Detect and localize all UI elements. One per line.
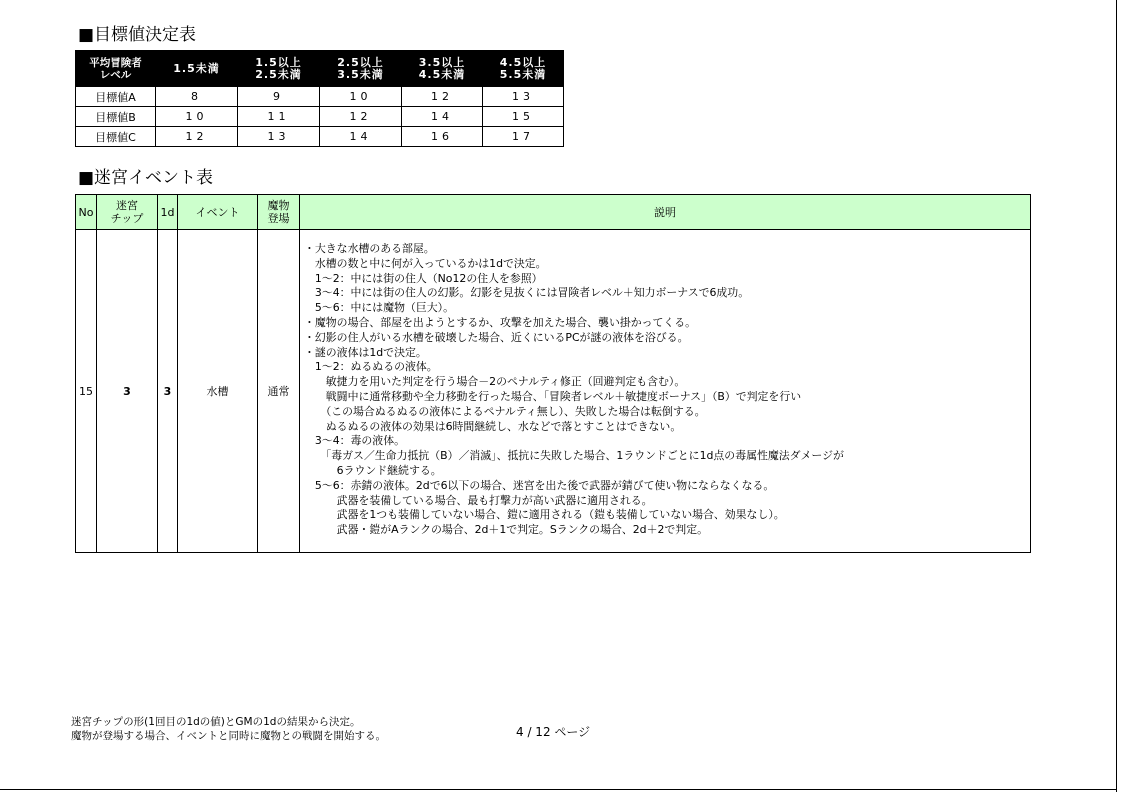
event-chip: 3 (97, 230, 158, 553)
page-number: 4 / 12 ページ (516, 725, 591, 739)
description-line: 5～6：赤錆の液体。2dで6以下の場合、迷宮を出た後で武器が錆びて使い物にならなくなる。 (304, 478, 775, 492)
header-level-under-1-5: 1.5未満 (156, 51, 238, 87)
description-line: 3～4：毒の液体。 (304, 434, 405, 448)
description-line: 水槽の数と中に何が入っているかは1dで決定。 (304, 256, 547, 270)
target-row-b (76, 107, 564, 127)
header-level-4-5-to-5-5: 4.5以上 5.5未満 (483, 51, 564, 87)
page-bottom-border (0, 789, 1117, 790)
cell-value: 10 (320, 87, 402, 107)
target-value-table (75, 50, 564, 147)
cell-value: 13 (483, 87, 564, 107)
description-line: 敏捷力を用いた判定を行う場合－2のペナルティ修正（回避判定も含む）。 (304, 375, 686, 389)
description-line: 1～2：中には街の住人（No12の住人を参照） (304, 271, 543, 285)
header-chip: 迷宮 チップ (97, 195, 158, 230)
event-header-row (76, 195, 1031, 230)
page-right-border (1116, 0, 1117, 792)
cell-value: 12 (156, 127, 238, 147)
cell-value: 10 (156, 107, 238, 127)
description-line: ・魔物の場合、部屋を出ようとするか、攻撃を加えた場合、襲い掛かってくる。 (304, 315, 697, 329)
event-table-title: ■迷宮イベント表 (78, 168, 214, 188)
row-label: 目標値C (76, 127, 156, 147)
header-avg-level: 平均冒険者 レベル (76, 51, 156, 87)
header-level-1-5-to-2-5: 1.5以上 2.5未満 (238, 51, 320, 87)
header-description: 説明 (300, 195, 1031, 230)
cell-value: 16 (402, 127, 483, 147)
event-name: 水槽 (178, 230, 258, 553)
description-line: 武器を装備している場合、最も打撃力が高い武器に適用される。 (304, 493, 653, 507)
header-level-3-5-to-4-5: 3.5以上 4.5未満 (402, 51, 483, 87)
target-table-title: ■目標値決定表 (78, 25, 197, 45)
description-line: 武器・鎧がAランクの場合、2d＋1で判定。Sランクの場合、2d＋2で判定。 (304, 523, 708, 537)
target-row-a (76, 87, 564, 107)
target-row-c (76, 127, 564, 147)
footer-note (71, 715, 386, 743)
cell-value: 12 (402, 87, 483, 107)
header-event: イベント (178, 195, 258, 230)
description-line: （この場合ぬるぬるの液体によるペナルティ無し）、失敗した場合は転倒する。 (304, 404, 706, 418)
cell-value: 13 (238, 127, 320, 147)
description-line: 「毒ガス／生命力抵抗（B）／消滅」、抵抗に失敗した場合、1ラウンドごとに1d点の毒属性魔法ダメージが (304, 449, 844, 463)
event-table (75, 194, 1031, 553)
event-no: 15 (76, 230, 97, 553)
cell-value: 9 (238, 87, 320, 107)
description-line: ・謎の液体は1dで決定。 (304, 345, 427, 359)
description-line: 1～2：ぬるぬるの液体。 (304, 360, 438, 374)
cell-value: 17 (483, 127, 564, 147)
description-line: ・大きな水槽のある部屋。 (304, 242, 435, 255)
header-no: No (76, 195, 97, 230)
description-line: 6ラウンド継続する。 (304, 463, 442, 477)
cell-value: 8 (156, 87, 238, 107)
footer-note-line: 魔物が登場する場合、イベントと同時に魔物との戦闘を開始する。 (71, 730, 386, 742)
event-monster: 通常 (258, 230, 300, 553)
target-header-row (76, 51, 564, 87)
footer-note-line: 迷宮チップの形(1回目の1dの値)とGMの1dの結果から決定。 (71, 716, 361, 728)
event-description (300, 230, 1031, 553)
event-1d: 3 (158, 230, 178, 553)
cell-value: 12 (320, 107, 402, 127)
description-line: ・幻影の住人がいる水槽を破壊した場合、近くにいるPCが謎の液体を浴びる。 (304, 330, 689, 344)
header-1d: 1d (158, 195, 178, 230)
description-line: 武器を1つも装備していない場合、鎧に適用される（鎧も装備していない場合、効果なし）。 (304, 508, 785, 522)
row-label: 目標値B (76, 107, 156, 127)
event-row (76, 230, 1031, 553)
header-monster: 魔物 登場 (258, 195, 300, 230)
description-line: 3～4：中には街の住人の幻影。幻影を見抜くには冒険者レベル＋知力ボーナスで6成功。 (304, 286, 750, 300)
cell-value: 11 (238, 107, 320, 127)
cell-value: 14 (320, 127, 402, 147)
cell-value: 14 (402, 107, 483, 127)
description-line: 5～6：中には魔物（巨大）。 (304, 301, 454, 315)
row-label: 目標値A (76, 87, 156, 107)
cell-value: 15 (483, 107, 564, 127)
header-level-2-5-to-3-5: 2.5以上 3.5未満 (320, 51, 402, 87)
description-line: 戦闘中に通常移動や全力移動を行った場合、「冒険者レベル＋敏捷度ボーナス」（B）で判定を行い (304, 389, 802, 403)
description-line: ぬるぬるの液体の効果は6時間継続し、水などで落とすことはできない。 (304, 419, 682, 433)
